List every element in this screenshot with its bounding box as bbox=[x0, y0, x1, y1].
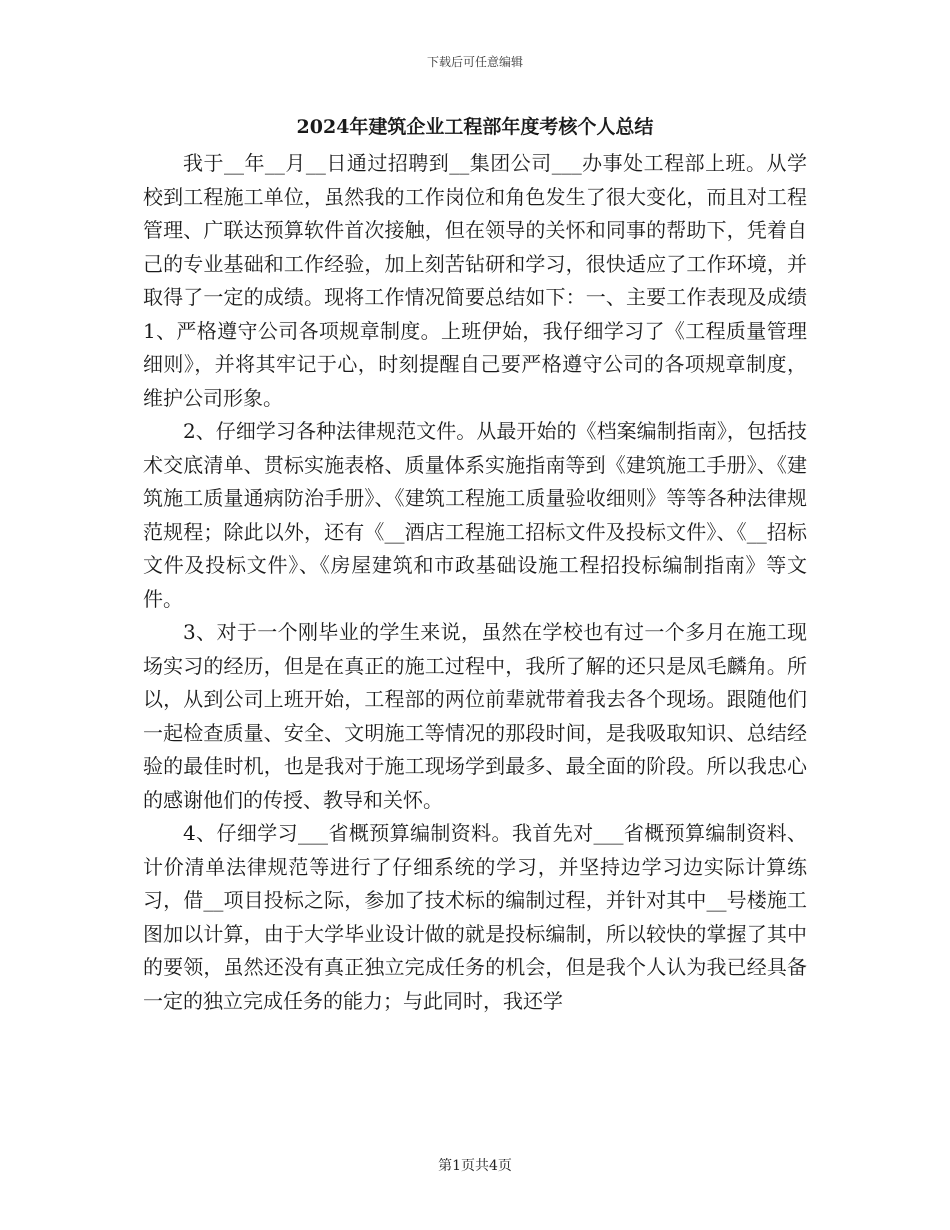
paragraph-2: 2、仔细学习各种法律规范文件。从最开始的《档案编制指南》，包括技术交底清单、贯标实施表格、质量体系实施指南等到《建筑施工手册》、《建筑施工质量通病防治手册》、《建筑工程施工质量验收细则》等等各种法律规范规程；除此以外，还有《__酒店工程施工招标文件及投标文件》、《__招标文件及投标文件》、《房屋建筑和市政基础设施工程招投标编制指南》等文件。 bbox=[143, 419, 807, 611]
document-title: 2024年建筑企业工程部年度考核个人总结 bbox=[296, 116, 654, 138]
paragraph-4: 4、仔细学习___省概预算编制资料。我首先对___省概预算编制资料、计价清单法律规范等进行了仔细系统的学习，并坚持边学习边实际计算练习，借__项目投标之际，参加了技术标的编制过程，并针对其中__号楼施工图加以计算，由于大学毕业设计做的就是投标编制，所以较快的掌握了其中的要领，虽然还没有真正独立完成任务的机会，但是我个人认为我已经具备一定的独立完成任务的能力；与此同时，我还学 bbox=[143, 821, 807, 1013]
page-header-note: 下载后可任意编辑 bbox=[426, 55, 523, 69]
page-number: 第1页共4页 bbox=[438, 1158, 512, 1174]
document-body bbox=[143, 147, 807, 1018]
paragraph-3: 3、对于一个刚毕业的学生来说，虽然在学校也有过一个多月在施工现场实习的经历，但是在真正的施工过程中，我所了解的还只是凤毛麟角。所以，从到公司上班开始，工程部的两位前辈就带着我去各个现场。跟随他们一起检查质量、安全、文明施工等情况的那段时间，是我吸取知识、总结经验的最佳时机，也是我对于施工现场学到最多、最全面的阶段。所以我忠心的感谢他们的传授、教导和关怀。 bbox=[143, 620, 807, 812]
paragraph-1: 我于__年__月__日通过招聘到__集团公司___办事处工程部上班。从学校到工程施工单位，虽然我的工作岗位和角色发生了很大变化，而且对工程管理、广联达预算软件首次接触，但在领导的关怀和同事的帮助下，凭着自己的专业基础和工作经验，加上刻苦钻研和学习，很快适应了工作环境，并取得了一定的成绩。现将工作情况简要总结如下：一、主要工作表现及成绩1、严格遵守公司各项规章制度。上班伊始，我仔细学习了《工程质量管理细则》，并将其牢记于心，时刻提醒自己要严格遵守公司的各项规章制度，维护公司形象。 bbox=[143, 151, 807, 410]
